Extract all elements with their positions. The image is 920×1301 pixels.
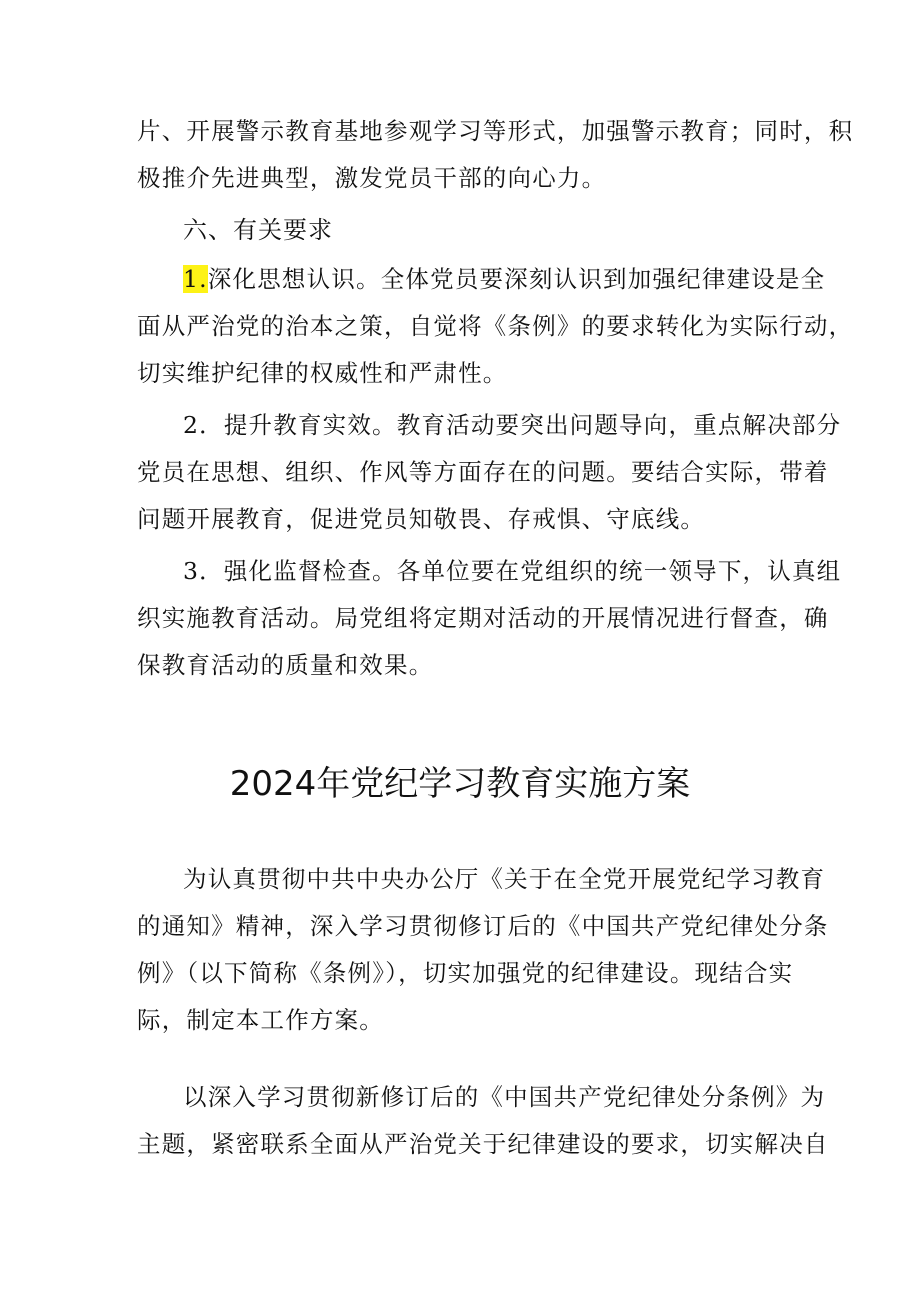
theme-paragraph (137, 1074, 829, 1168)
text-segment: 深化思想认识。全体党员要深刻认识到加强纪律建设是全 (207, 265, 826, 293)
text-line: 极推介先进典型，激发党员干部的向心力。 (137, 164, 607, 192)
continuation-paragraph (137, 108, 854, 202)
text-line: 2．提升教育实效。教育活动要突出问题导向，重点解决部分 (183, 411, 842, 439)
text-line: 切实维护纪律的权威性和严肃性。 (137, 359, 508, 387)
text-line: 为认真贯彻中共中央办公厅《关于在全党开展党纪学习教育 (183, 865, 826, 893)
text-line: 主题，紧密联系全面从严治党关于纪律建设的要求，切实解决自 (137, 1130, 829, 1158)
requirement-item-2 (137, 402, 842, 543)
section-heading-requirements: 六、有关要求 (183, 216, 333, 244)
text-line: 面从严治党的治本之策，自觉将《条例》的要求转化为实际行动， (137, 312, 854, 340)
intro-paragraph (137, 856, 829, 1044)
highlighted-number: 1. (183, 265, 208, 293)
text-line: 以深入学习贯彻新修订后的《中国共产党纪律处分条例》为 (183, 1083, 826, 1111)
text-line (137, 256, 826, 303)
document-title: 2024年党纪学习教育实施方案 (229, 764, 691, 804)
text-line: 问题开展教育，促进党员知敬畏、存戒惧、守底线。 (137, 505, 706, 533)
text-line: 片、开展警示教育基地参观学习等形式，加强警示教育；同时，积 (137, 117, 854, 145)
requirement-item-1 (137, 256, 854, 397)
text-line: 例》（以下简称《条例》），切实加强党的纪律建设。现结合实 (137, 959, 794, 987)
requirement-item-3 (137, 548, 842, 689)
text-line: 3．强化监督检查。各单位要在党组织的统一领导下，认真组 (183, 557, 842, 585)
text-line: 保教育活动的质量和效果。 (137, 651, 434, 679)
text-line: 际，制定本工作方案。 (137, 1006, 384, 1034)
text-line: 党员在思想、组织、作风等方面存在的问题。要结合实际，带着 (137, 458, 829, 486)
text-line: 织实施教育活动。局党组将定期对活动的开展情况进行督查，确 (137, 604, 829, 632)
text-line: 的通知》精神，深入学习贯彻修订后的《中国共产党纪律处分条 (137, 912, 829, 940)
